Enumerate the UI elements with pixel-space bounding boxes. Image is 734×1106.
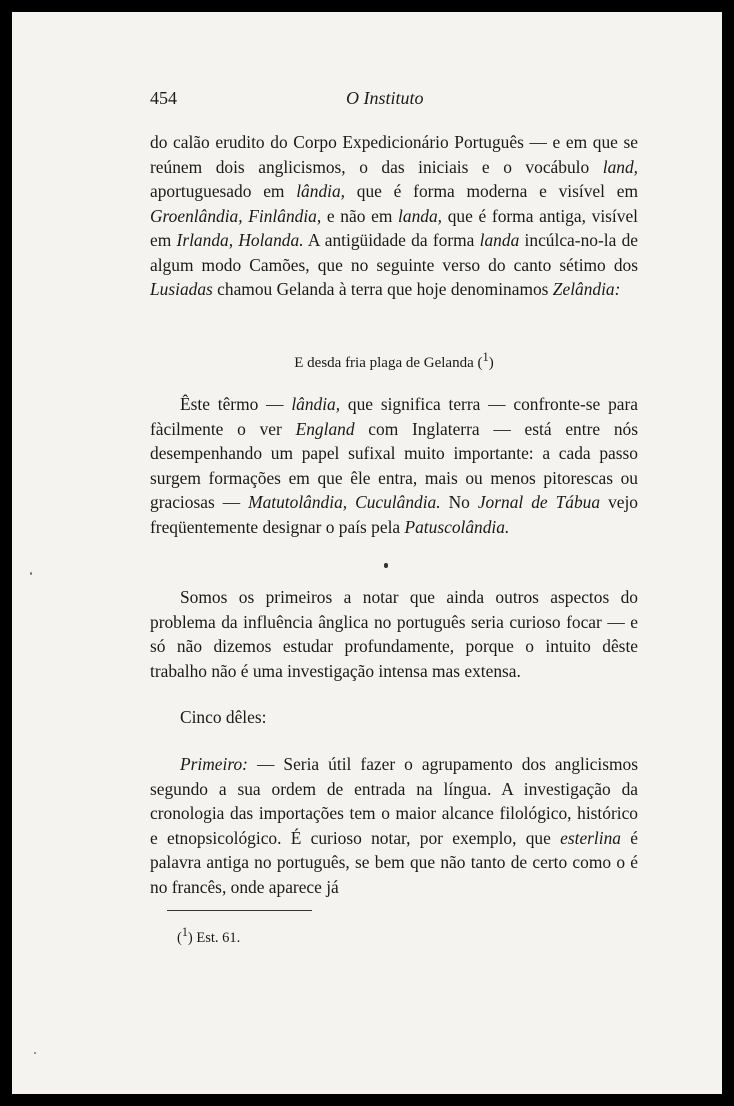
italic-term: Primeiro:	[180, 754, 248, 774]
italic-term: England	[295, 418, 355, 439]
running-title: O Instituto	[346, 88, 424, 108]
text-run: Êste têrmo —	[180, 394, 292, 414]
italic-term: lândia,	[291, 394, 341, 414]
scan-speck	[34, 1052, 36, 1054]
text-run: que é forma moderna e visível em	[345, 181, 638, 201]
italic-term: Lusiadas	[150, 279, 213, 299]
running-header	[150, 88, 670, 116]
italic-term: esterlina	[560, 827, 621, 848]
paragraph-2	[150, 392, 638, 539]
text-run: — Seria útil fazer o agrupamento dos anglicismos segundo a sua ordem de entrada na língua. A investigação da cronologia das importações tem o maior alcance filológico, histórico e etnopsicológico. É curioso notar, por exemplo, que	[150, 754, 638, 848]
footnote-rule	[167, 910, 312, 911]
italic-term: Groenlândia, Finlândia,	[150, 205, 322, 226]
verse-quote	[150, 350, 638, 372]
italic-term: lândia,	[296, 181, 346, 201]
footnote: ($^1$) Est. 61.	[177, 925, 241, 946]
ink-dot	[384, 563, 388, 568]
text-run: aportuguesado em	[150, 181, 297, 201]
paragraph-3: Somos os primeiros a notar que ainda outros aspectos do problema da influência ânglica no português seria curioso focar — e só não dizemos estudar profundamente, porque o intuito dêste trabalho não é uma investigação intensa mas extensa.	[150, 587, 638, 681]
footnote-marker: 1	[482, 350, 489, 364]
text-run: A antigüidade da forma	[303, 230, 480, 250]
text-run: é palavra antiga no português, se bem que não tanto de certo como o é no francês, onde aparece já	[150, 827, 638, 897]
text-run: vejo freqüentemente designar o país pela	[150, 492, 639, 537]
text-run: No	[440, 492, 478, 512]
italic-term: Jornal de Tábua	[477, 492, 601, 512]
book-page	[12, 12, 722, 1094]
footnote-text: Est. 61.	[196, 929, 241, 946]
verse-close: )	[488, 355, 494, 371]
text-run: incúlca-no-la de algum modo Camões, que no seguinte verso do canto sétimo dos	[150, 230, 638, 275]
italic-term: land,	[602, 156, 638, 177]
verse-text: E desda fria plaga de Gelanda (	[294, 355, 483, 371]
italic-term: landa,	[398, 205, 443, 226]
italic-term: Zelândia:	[552, 279, 621, 299]
page-number: 454	[150, 88, 177, 108]
paragraph-4: Cinco dêles:	[180, 707, 267, 727]
footnote-number: 1	[181, 925, 188, 939]
paragraph-5	[150, 752, 638, 899]
scan-speck	[30, 572, 32, 575]
text-run: que significa terra — confronte-se para fàcilmente o ver	[150, 394, 638, 439]
italic-term: Matutolândia, Cuculândia.	[248, 492, 441, 512]
italic-term: Patuscolândia.	[404, 516, 510, 537]
text-run: com Inglaterra — está entre nós desempenhando um papel sufixal muito importante: a cada passo surgem formações em que êle entra, mais ou menos pitorescas ou graciosas —	[150, 418, 639, 512]
text-run: chamou Gelanda à terra que hoje denominamos	[212, 279, 553, 299]
text-run: do calão erudito do Corpo Expedicionário Português — e em que se reúnem dois anglicismos, o das iniciais e o vocábulo	[150, 132, 638, 177]
text-run: que é forma antiga, visível em	[150, 205, 639, 250]
paragraph-1	[150, 130, 638, 302]
italic-term: landa	[479, 230, 520, 250]
text-run: e não em	[321, 205, 399, 226]
italic-term: Irlanda, Holanda.	[176, 230, 304, 250]
